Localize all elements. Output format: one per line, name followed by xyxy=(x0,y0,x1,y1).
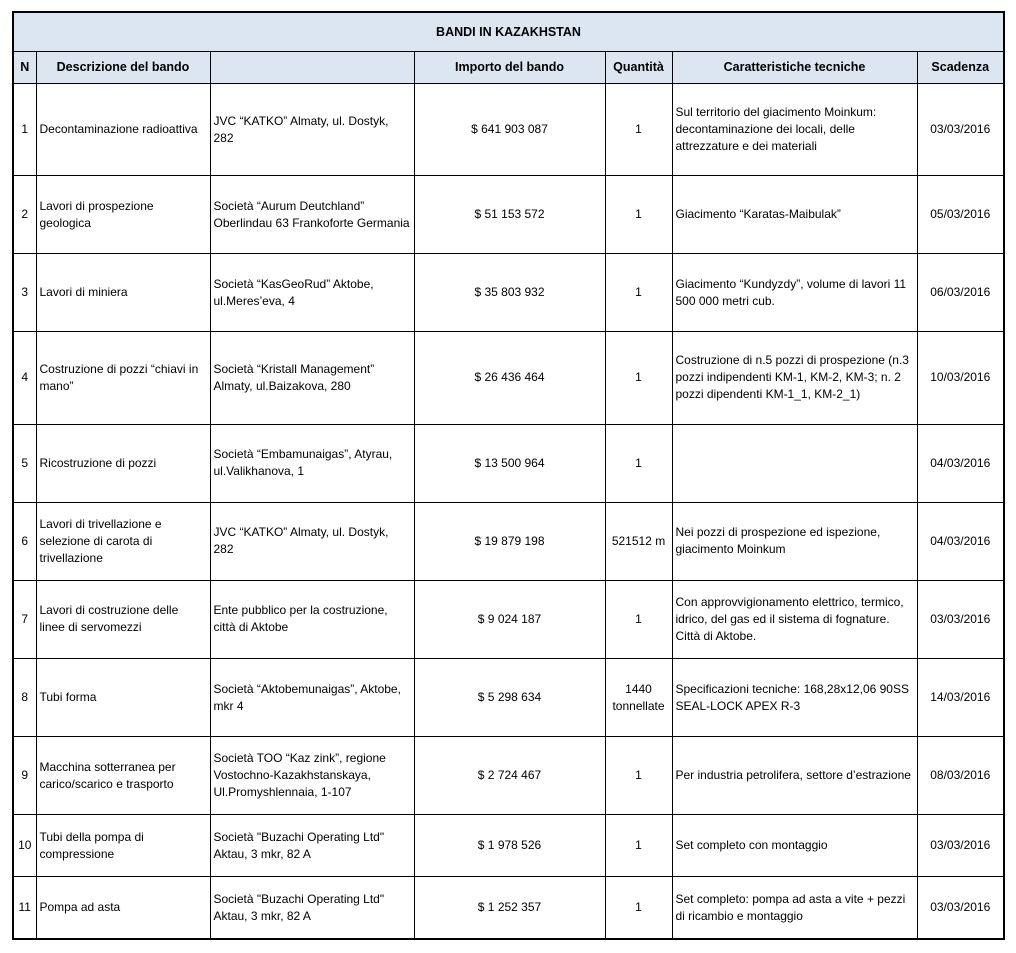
table-body xyxy=(13,84,1004,940)
cell-ente: Società "Buzachi Operating Ltd" Aktau, 3 mkr, 82 A xyxy=(210,877,414,939)
cell-ente: Società “Aktobemunaigas”, Aktobe, mkr 4 xyxy=(210,658,414,736)
cell-descrizione: Tubi della pompa di compressione xyxy=(36,815,210,877)
cell-quantita: 1 xyxy=(605,580,672,658)
cell-quantita: 1 xyxy=(605,737,672,815)
cell-quantita: 1 xyxy=(605,877,672,939)
header-importo: Importo del bando xyxy=(414,52,605,84)
cell-caratteristiche: Set completo: pompa ad asta a vite + pezzi di ricambio e montaggio xyxy=(672,877,917,939)
cell-n: 6 xyxy=(13,502,36,580)
cell-n: 7 xyxy=(13,580,36,658)
cell-scadenza: 14/03/2016 xyxy=(917,658,1004,736)
cell-scadenza: 05/03/2016 xyxy=(917,176,1004,254)
cell-scadenza: 03/03/2016 xyxy=(917,815,1004,877)
cell-n: 8 xyxy=(13,658,36,736)
cell-importo: $ 5 298 634 xyxy=(414,658,605,736)
cell-quantita: 1 xyxy=(605,254,672,332)
cell-caratteristiche: Specificazioni tecniche: 168,28x12,06 90SS SEAL-LOCK APEX R-3 xyxy=(672,658,917,736)
cell-scadenza: 08/03/2016 xyxy=(917,737,1004,815)
cell-n: 2 xyxy=(13,176,36,254)
cell-ente: Ente pubblico per la costruzione, città di Aktobe xyxy=(210,580,414,658)
cell-descrizione: Pompa ad asta xyxy=(36,877,210,939)
cell-descrizione: Lavori di trivellazione e selezione di carota di trivellazione xyxy=(36,502,210,580)
header-scadenza: Scadenza xyxy=(917,52,1004,84)
table-title: BANDI IN KAZAKHSTAN xyxy=(13,12,1004,52)
cell-caratteristiche: Set completo con montaggio xyxy=(672,815,917,877)
cell-n: 5 xyxy=(13,424,36,502)
table-row xyxy=(13,737,1004,815)
cell-caratteristiche: Nei pozzi di prospezione ed ispezione, giacimento Moinkum xyxy=(672,502,917,580)
header-row xyxy=(13,52,1004,84)
cell-scadenza: 03/03/2016 xyxy=(917,877,1004,939)
cell-descrizione: Lavori di prospezione geologica xyxy=(36,176,210,254)
cell-scadenza: 03/03/2016 xyxy=(917,84,1004,176)
table-row xyxy=(13,332,1004,424)
cell-n: 4 xyxy=(13,332,36,424)
cell-caratteristiche: Giacimento “Karatas-Maibulak” xyxy=(672,176,917,254)
cell-n: 9 xyxy=(13,737,36,815)
table-row xyxy=(13,176,1004,254)
cell-ente: JVC “KATKO” Almaty, ul. Dostyk, 282 xyxy=(210,502,414,580)
table-row xyxy=(13,877,1004,939)
cell-quantita: 1 xyxy=(605,332,672,424)
cell-quantita: 1 xyxy=(605,176,672,254)
cell-scadenza: 04/03/2016 xyxy=(917,424,1004,502)
table-row xyxy=(13,424,1004,502)
table-row xyxy=(13,84,1004,176)
cell-scadenza: 06/03/2016 xyxy=(917,254,1004,332)
cell-ente: Società TOO “Kaz zink”, regione Vostochno-Kazakhstanskaya, Ul.Promyshlennaia, 1-107 xyxy=(210,737,414,815)
cell-descrizione: Macchina sotterranea per carico/scarico e trasporto xyxy=(36,737,210,815)
cell-descrizione: Decontaminazione radioattiva xyxy=(36,84,210,176)
cell-importo: $ 26 436 464 xyxy=(414,332,605,424)
cell-importo: $ 19 879 198 xyxy=(414,502,605,580)
cell-scadenza: 10/03/2016 xyxy=(917,332,1004,424)
cell-importo: $ 9 024 187 xyxy=(414,580,605,658)
cell-caratteristiche: Giacimento “Kundyzdy”, volume di lavori 11 500 000 metri cub. xyxy=(672,254,917,332)
table-row xyxy=(13,254,1004,332)
cell-ente: Società “Embamunaigas”, Atyrau, ul.Valikhanova, 1 xyxy=(210,424,414,502)
cell-importo: $ 51 153 572 xyxy=(414,176,605,254)
table-row xyxy=(13,580,1004,658)
cell-n: 11 xyxy=(13,877,36,939)
cell-ente: JVC “KATKO” Almaty, ul. Dostyk, 282 xyxy=(210,84,414,176)
header-quantita: Quantità xyxy=(605,52,672,84)
header-ente xyxy=(210,52,414,84)
cell-importo: $ 1 252 357 xyxy=(414,877,605,939)
cell-importo: $ 35 803 932 xyxy=(414,254,605,332)
bandi-table xyxy=(12,11,1005,940)
cell-importo: $ 13 500 964 xyxy=(414,424,605,502)
header-descrizione: Descrizione del bando xyxy=(36,52,210,84)
table-row xyxy=(13,502,1004,580)
cell-importo: $ 2 724 467 xyxy=(414,737,605,815)
cell-descrizione: Lavori di costruzione delle linee di servomezzi xyxy=(36,580,210,658)
cell-scadenza: 03/03/2016 xyxy=(917,580,1004,658)
cell-n: 3 xyxy=(13,254,36,332)
title-row xyxy=(13,12,1004,52)
cell-importo: $ 1 978 526 xyxy=(414,815,605,877)
header-n: N xyxy=(13,52,36,84)
cell-ente: Società "Buzachi Operating Ltd" Aktau, 3 mkr, 82 A xyxy=(210,815,414,877)
cell-quantita: 1440 tonnellate xyxy=(605,658,672,736)
cell-descrizione: Ricostruzione di pozzi xyxy=(36,424,210,502)
cell-caratteristiche: Con approvvigionamento elettrico, termico, idrico, del gas ed il sistema di fognature. Città di Aktobe. xyxy=(672,580,917,658)
cell-caratteristiche xyxy=(672,424,917,502)
cell-quantita: 1 xyxy=(605,815,672,877)
header-caratteristiche: Caratteristiche tecniche xyxy=(672,52,917,84)
cell-ente: Società “Kristall Management” Almaty, ul.Baizakova, 280 xyxy=(210,332,414,424)
cell-ente: Società “Aurum Deutchland” Oberlindau 63 Frankoforte Germania xyxy=(210,176,414,254)
cell-caratteristiche: Per industria petrolifera, settore d’estrazione xyxy=(672,737,917,815)
cell-caratteristiche: Costruzione di n.5 pozzi di prospezione (n.3 pozzi indipendenti KM-1, KM-2, KM-3; n. 2 pozzi dipendenti KM-1_1, KM-2_1) xyxy=(672,332,917,424)
cell-quantita: 521512 m xyxy=(605,502,672,580)
cell-n: 10 xyxy=(13,815,36,877)
cell-quantita: 1 xyxy=(605,84,672,176)
cell-descrizione: Tubi forma xyxy=(36,658,210,736)
cell-quantita: 1 xyxy=(605,424,672,502)
cell-n: 1 xyxy=(13,84,36,176)
cell-caratteristiche: Sul territorio del giacimento Moinkum: decontaminazione dei locali, delle attrezzature e dei materiali xyxy=(672,84,917,176)
cell-descrizione: Costruzione di pozzi “chiavi in mano” xyxy=(36,332,210,424)
cell-descrizione: Lavori di miniera xyxy=(36,254,210,332)
table-row xyxy=(13,815,1004,877)
cell-ente: Società “KasGeoRud” Aktobe, ul.Meres’eva, 4 xyxy=(210,254,414,332)
cell-importo: $ 641 903 087 xyxy=(414,84,605,176)
cell-scadenza: 04/03/2016 xyxy=(917,502,1004,580)
table-row xyxy=(13,658,1004,736)
